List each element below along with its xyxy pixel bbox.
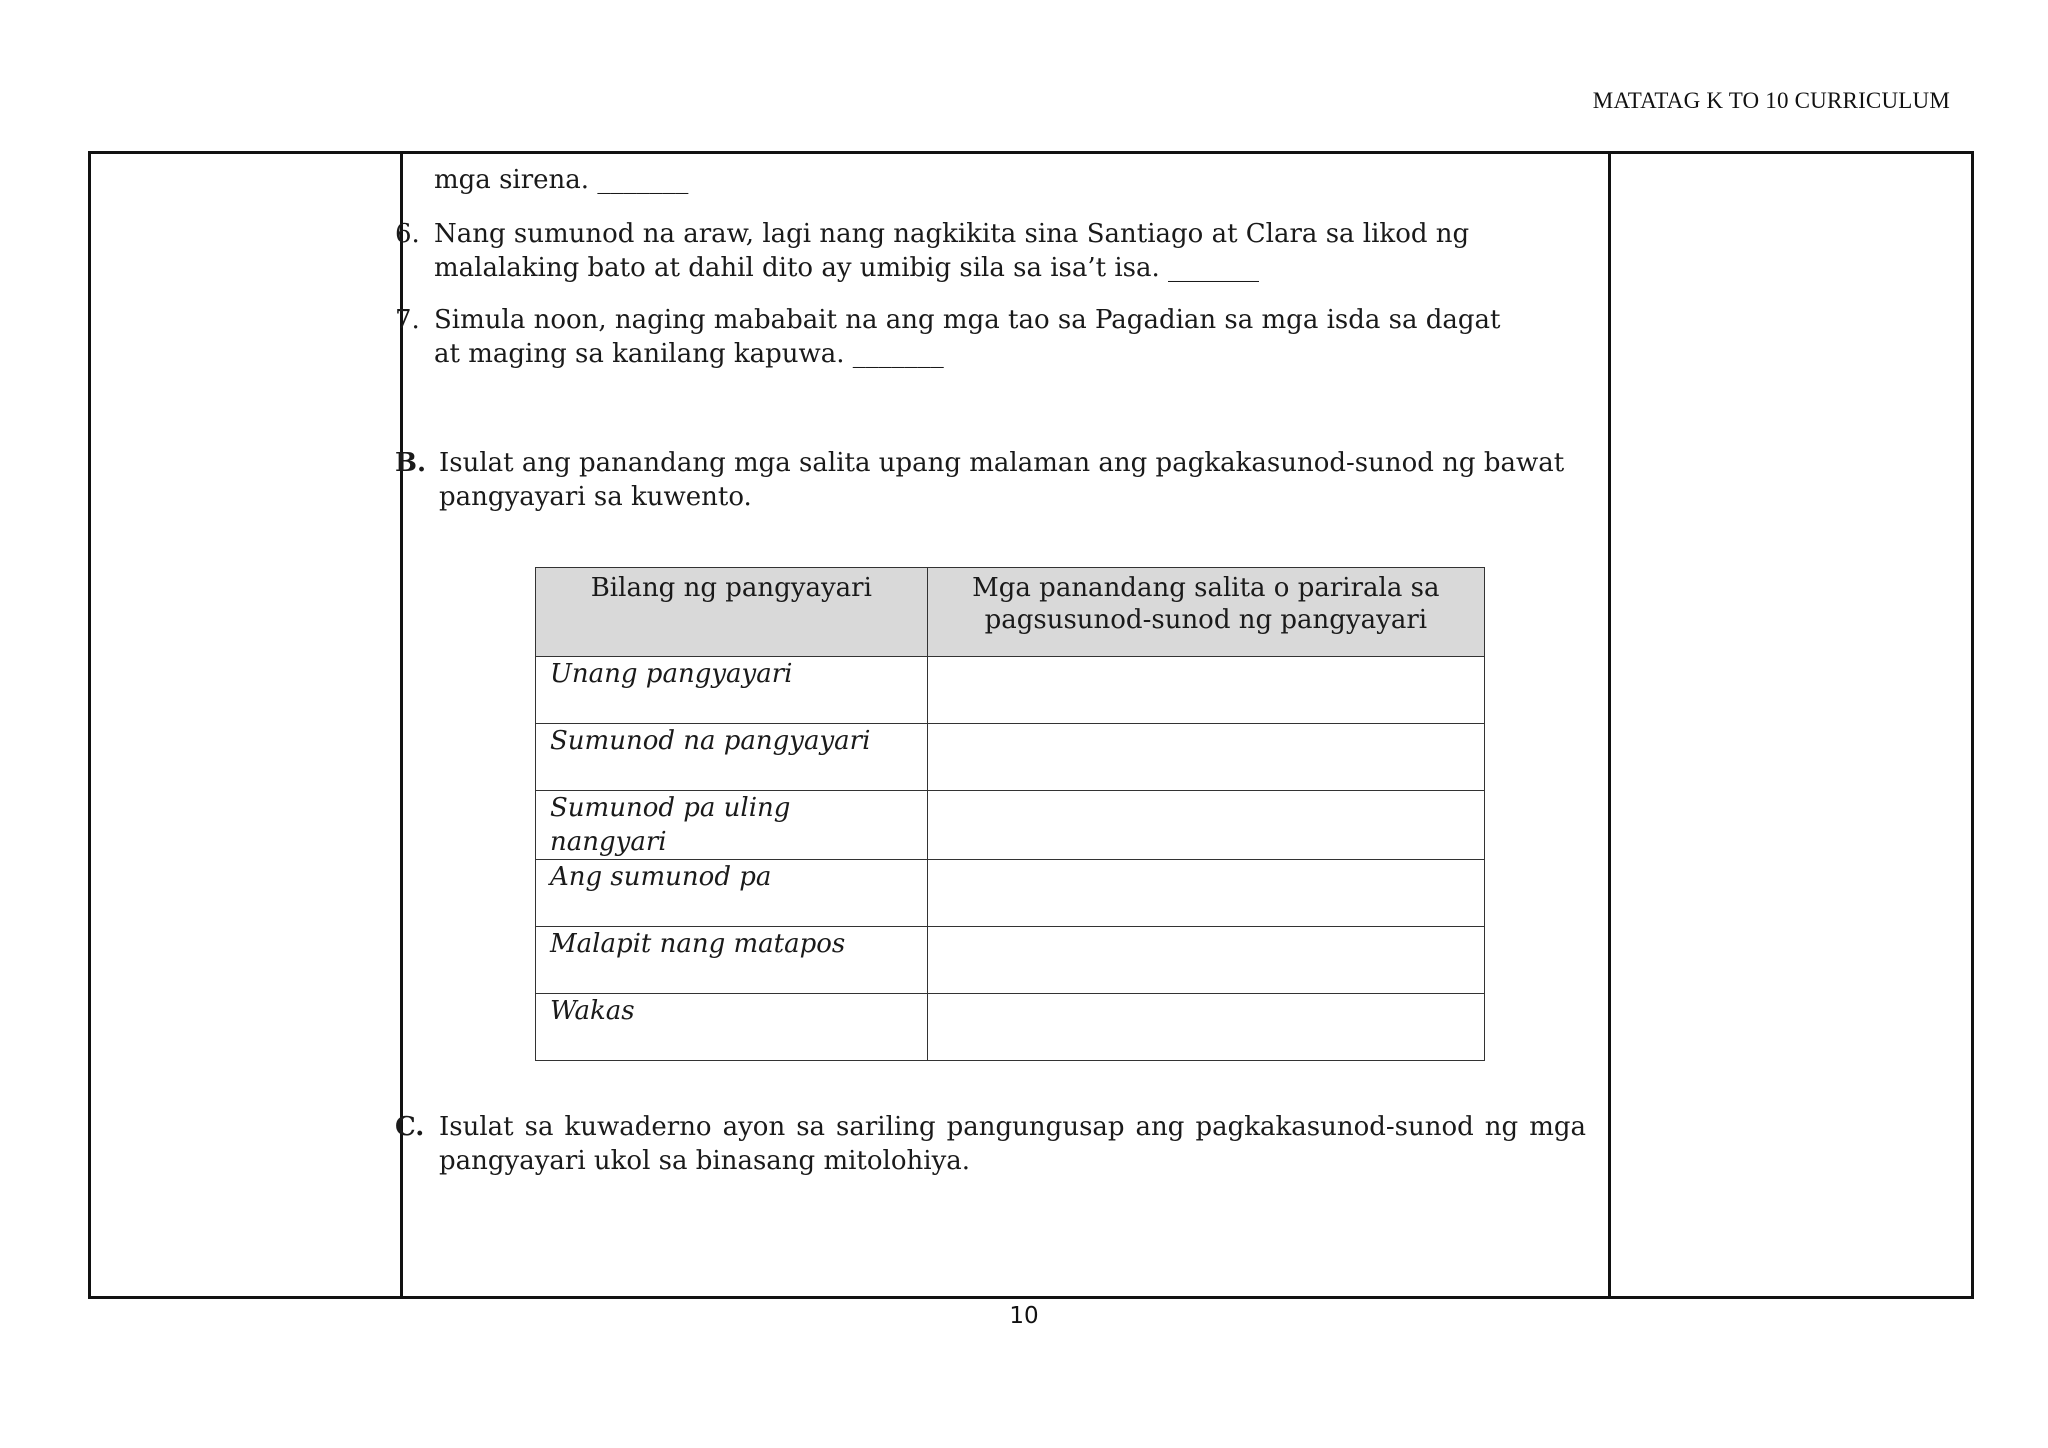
item-number: 7. — [395, 305, 420, 335]
event-label: Unang pangyayari — [536, 657, 928, 724]
page-number: 10 — [1009, 1303, 1039, 1329]
right-column-cell — [1611, 154, 1971, 1296]
table-row — [536, 927, 1485, 994]
answer-cell[interactable] — [927, 791, 1484, 860]
event-label: Malapit nang matapos — [536, 927, 928, 994]
event-label: Sumunod na pangyayari — [536, 724, 928, 791]
table-row — [536, 657, 1485, 724]
answer-cell[interactable] — [927, 927, 1484, 994]
list-item-6 — [395, 217, 1586, 285]
item-text-line: malalaking bato at dahil dito ay umibig sila sa isa’t isa. _______ — [434, 253, 1260, 283]
table-row — [536, 791, 1485, 860]
event-sequence-table — [535, 567, 1485, 1061]
section-letter: B. — [395, 448, 427, 478]
event-label: Ang sumunod pa — [536, 860, 928, 927]
table-header-row — [536, 568, 1485, 657]
table-row — [536, 994, 1485, 1061]
item-number: 6. — [395, 219, 420, 249]
item-text-line: Simula noon, naging mababait na ang mga tao sa Pagadian sa mga isda sa dagat — [434, 305, 1501, 335]
table-row — [536, 724, 1485, 791]
answer-cell[interactable] — [927, 860, 1484, 927]
list-item-7 — [395, 303, 1586, 371]
curriculum-header: MATATAG K TO 10 CURRICULUM — [1592, 88, 1950, 113]
table-row — [536, 860, 1485, 927]
section-c — [395, 1110, 1586, 1178]
continuation-text: mga sirena. _______ — [434, 165, 689, 195]
section-b — [395, 446, 1586, 514]
section-letter: C. — [395, 1112, 425, 1142]
list-item-continuation — [395, 163, 1586, 197]
answer-cell[interactable] — [927, 724, 1484, 791]
column-header: Mga panandang salita o parirala sa pagsusunod-sunod ng pangyayari — [927, 568, 1484, 657]
answer-cell[interactable] — [927, 657, 1484, 724]
item-text-line: Nang sumunod na araw, lagi nang nagkikita sina Santiago at Clara sa likod ng — [434, 219, 1470, 249]
answer-cell[interactable] — [927, 994, 1484, 1061]
left-column-cell — [91, 154, 400, 1296]
item-text-line: at maging sa kanilang kapuwa. _______ — [434, 339, 944, 369]
section-instruction: Isulat ang panandang mga salita upang malaman ang pagkakasunod-sunod ng bawat pangyayari sa kuwento. — [439, 448, 1565, 512]
section-instruction: Isulat sa kuwaderno ayon sa sariling pangungusap ang pagkakasunod-sunod ng mga pangyayari ukol sa binasang mitolohiya. — [439, 1112, 1586, 1176]
column-header: Bilang ng pangyayari — [536, 568, 928, 657]
event-label: Wakas — [536, 994, 928, 1061]
event-label: Sumunod pa uling nangyari — [536, 791, 928, 860]
